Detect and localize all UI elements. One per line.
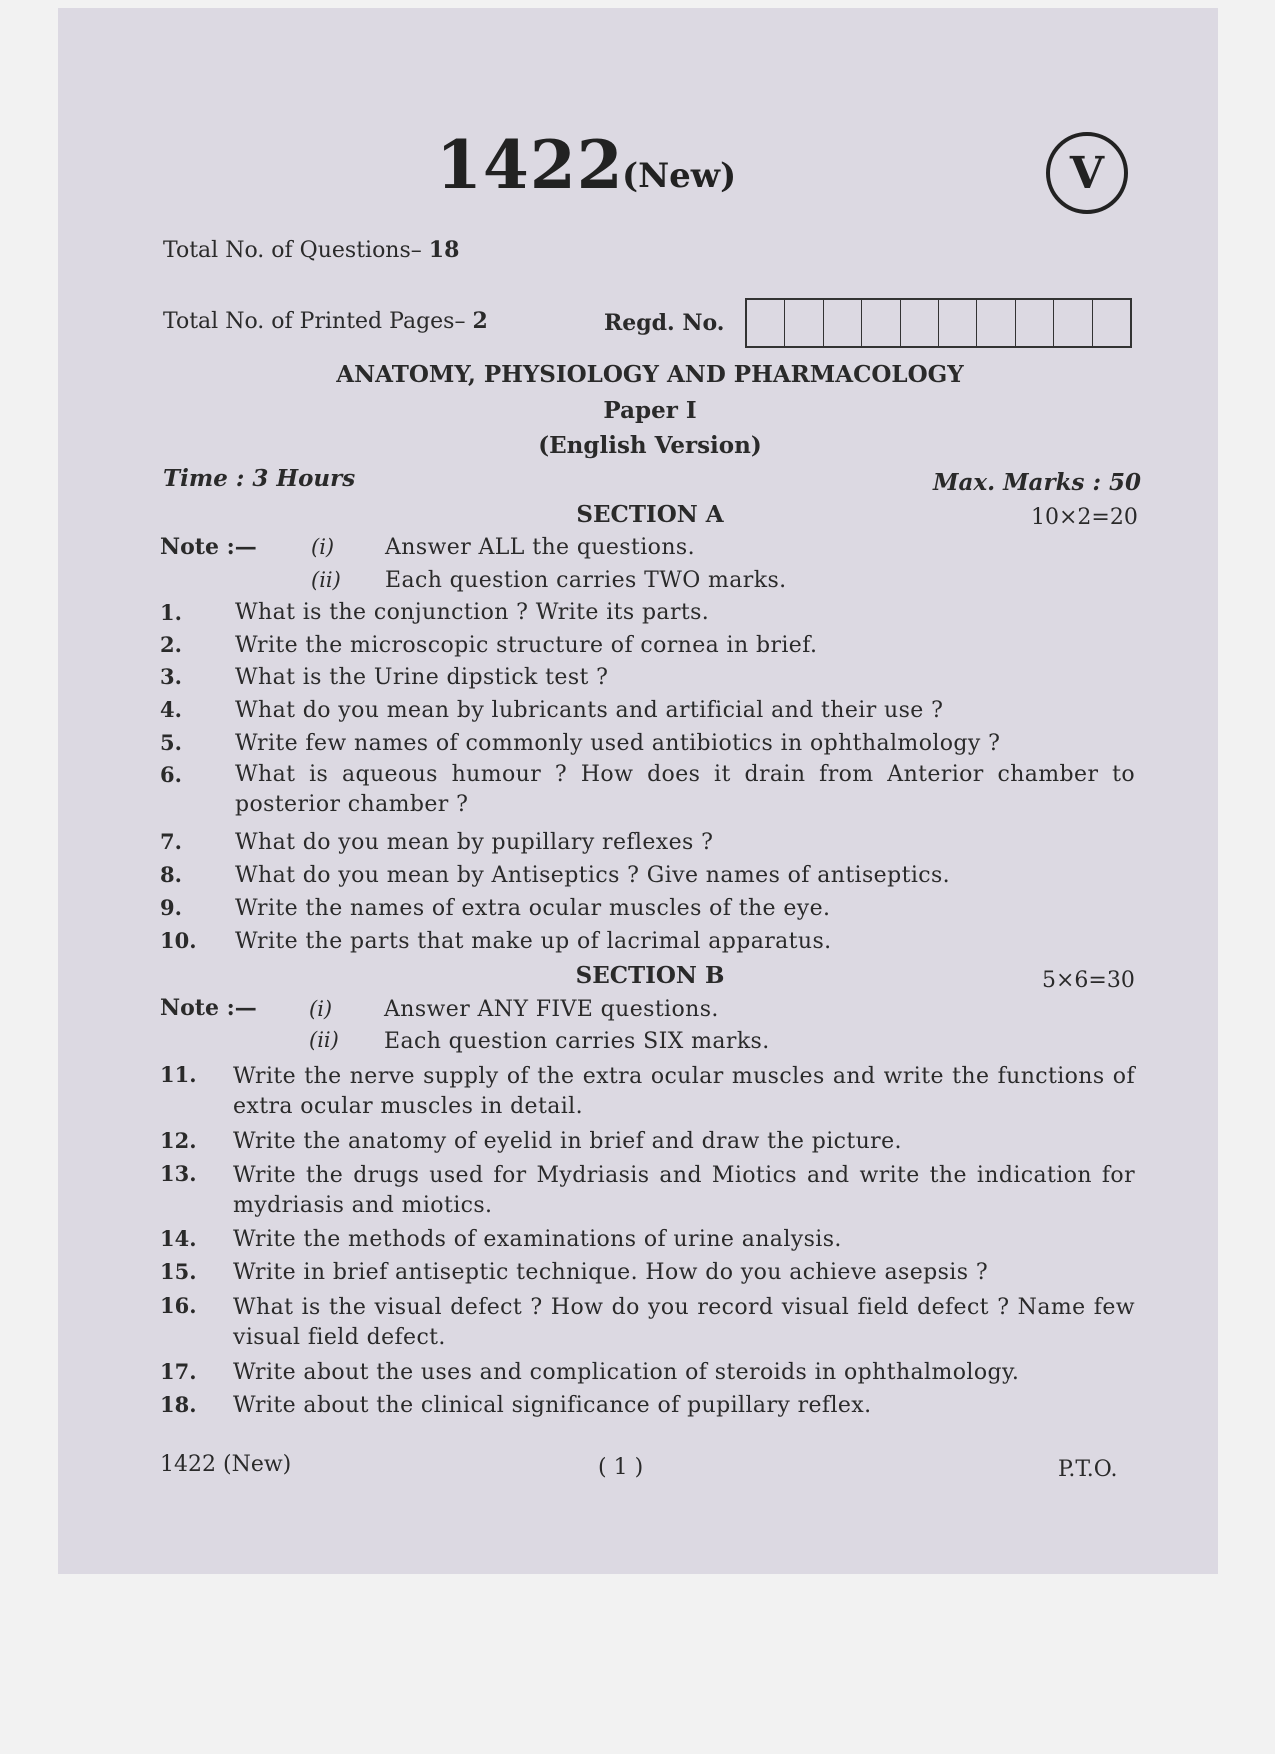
section-b-note-num: (ii) [309, 1028, 339, 1052]
section-a-title: SECTION A [576, 501, 724, 528]
question-text: What is the Urine dipstick test ? [235, 665, 609, 690]
question-number: 4. [160, 697, 182, 722]
regd-box [1016, 300, 1054, 346]
paper-code: 1422 [436, 126, 624, 204]
paper-number: Paper I [603, 397, 697, 424]
paper-code-suffix: (New) [622, 156, 737, 196]
section-b-note-label: Note :— [160, 995, 257, 1021]
question-text: Write about the uses and complication of steroids in ophthalmology. [233, 1360, 1020, 1385]
total-questions-label: Total No. of Questions– [163, 238, 422, 263]
regd-box [939, 300, 977, 346]
footer-page-number: ( 1 ) [598, 1455, 644, 1480]
footer-pto: P.T.O. [1058, 1457, 1118, 1482]
section-b-marks: 5×6=30 [1042, 968, 1135, 993]
max-marks: Max. Marks : 50 [933, 469, 1141, 496]
question-number: 16. [160, 1293, 197, 1318]
question-number: 1. [160, 600, 182, 625]
section-a-note-label: Note :— [160, 534, 257, 560]
question-text: What do you mean by Antiseptics ? Give names of antiseptics. [235, 863, 951, 888]
question-text: Write in brief antiseptic technique. How do you achieve asepsis ? [233, 1260, 989, 1285]
total-pages [163, 308, 488, 334]
question-number: 10. [160, 928, 197, 953]
question-text: Write the anatomy of eyelid in brief and draw the picture. [233, 1129, 902, 1154]
regd-box [785, 300, 823, 346]
question-number: 3. [160, 664, 182, 689]
question-text: What is the conjunction ? Write its parts. [235, 600, 710, 625]
question-text: Write the methods of examinations of urine analysis. [233, 1227, 842, 1252]
regd-box [1054, 300, 1092, 346]
question-number: 14. [160, 1226, 197, 1251]
version-badge-letter: V [1069, 147, 1105, 199]
question-number: 9. [160, 895, 182, 920]
section-a-marks: 10×2=20 [1031, 505, 1138, 530]
question-text: Write the drugs used for Mydriasis and Miotics and write the indication for mydriasis and miotics. [233, 1163, 1135, 1218]
question-text: Write few names of commonly used antibiotics in ophthalmology ? [235, 731, 1001, 756]
regd-no-boxes [745, 298, 1132, 348]
question-number: 7. [160, 829, 182, 854]
regd-box [824, 300, 862, 346]
total-pages-value: 2 [472, 308, 488, 334]
section-b-note-num: (i) [309, 997, 333, 1021]
section-b-note-text: Each question carries SIX marks. [384, 1029, 770, 1054]
regd-box [1093, 300, 1130, 346]
time-allowed: Time : 3 Hours [163, 465, 356, 492]
version-badge [1046, 132, 1128, 214]
question-text: What do you mean by lubricants and artificial and their use ? [235, 698, 944, 723]
regd-box [901, 300, 939, 346]
language-version: (English Version) [538, 432, 762, 459]
question-text: Write the nerve supply of the extra ocular muscles and write the functions of extra ocular muscles in detail. [233, 1064, 1135, 1119]
total-pages-label: Total No. of Printed Pages– [163, 309, 466, 334]
section-a-note-text: Each question carries TWO marks. [385, 568, 787, 593]
section-a-note-num: (i) [311, 535, 335, 559]
total-questions [163, 237, 459, 263]
section-a-note-text: Answer ALL the questions. [385, 535, 695, 560]
question-number: 5. [160, 730, 182, 755]
subject-title: ANATOMY, PHYSIOLOGY AND PHARMACOLOGY [336, 361, 964, 388]
footer-paper-code: 1422 (New) [160, 1452, 292, 1477]
section-a-note-num: (ii) [311, 568, 341, 592]
question-number: 2. [160, 632, 182, 657]
regd-box [862, 300, 900, 346]
section-b-note-text: Answer ANY FIVE questions. [384, 997, 719, 1022]
regd-no-label: Regd. No. [604, 310, 725, 336]
question-number: 12. [160, 1128, 197, 1153]
total-questions-value: 18 [428, 237, 460, 263]
question-text: Write about the clinical significance of pupillary reflex. [233, 1393, 872, 1418]
question-text: Write the parts that make up of lacrimal apparatus. [235, 929, 832, 954]
regd-box [977, 300, 1015, 346]
question-text: What is the visual defect ? How do you record visual field defect ? Name few visual field defect. [233, 1295, 1135, 1350]
question-text: What do you mean by pupillary reflexes ? [235, 830, 714, 855]
question-text: What is aqueous humour ? How does it drain from Anterior chamber to posterior chamber ? [235, 762, 1135, 817]
question-number: 6. [160, 762, 182, 787]
question-number: 13. [160, 1161, 197, 1186]
regd-box [747, 300, 785, 346]
question-text: Write the microscopic structure of cornea in brief. [235, 633, 818, 658]
question-number: 17. [160, 1359, 197, 1384]
question-number: 8. [160, 862, 182, 887]
question-number: 18. [160, 1392, 197, 1417]
section-b-title: SECTION B [575, 962, 725, 989]
question-number: 15. [160, 1259, 197, 1284]
question-number: 11. [160, 1062, 197, 1087]
question-text: Write the names of extra ocular muscles of the eye. [235, 896, 831, 921]
